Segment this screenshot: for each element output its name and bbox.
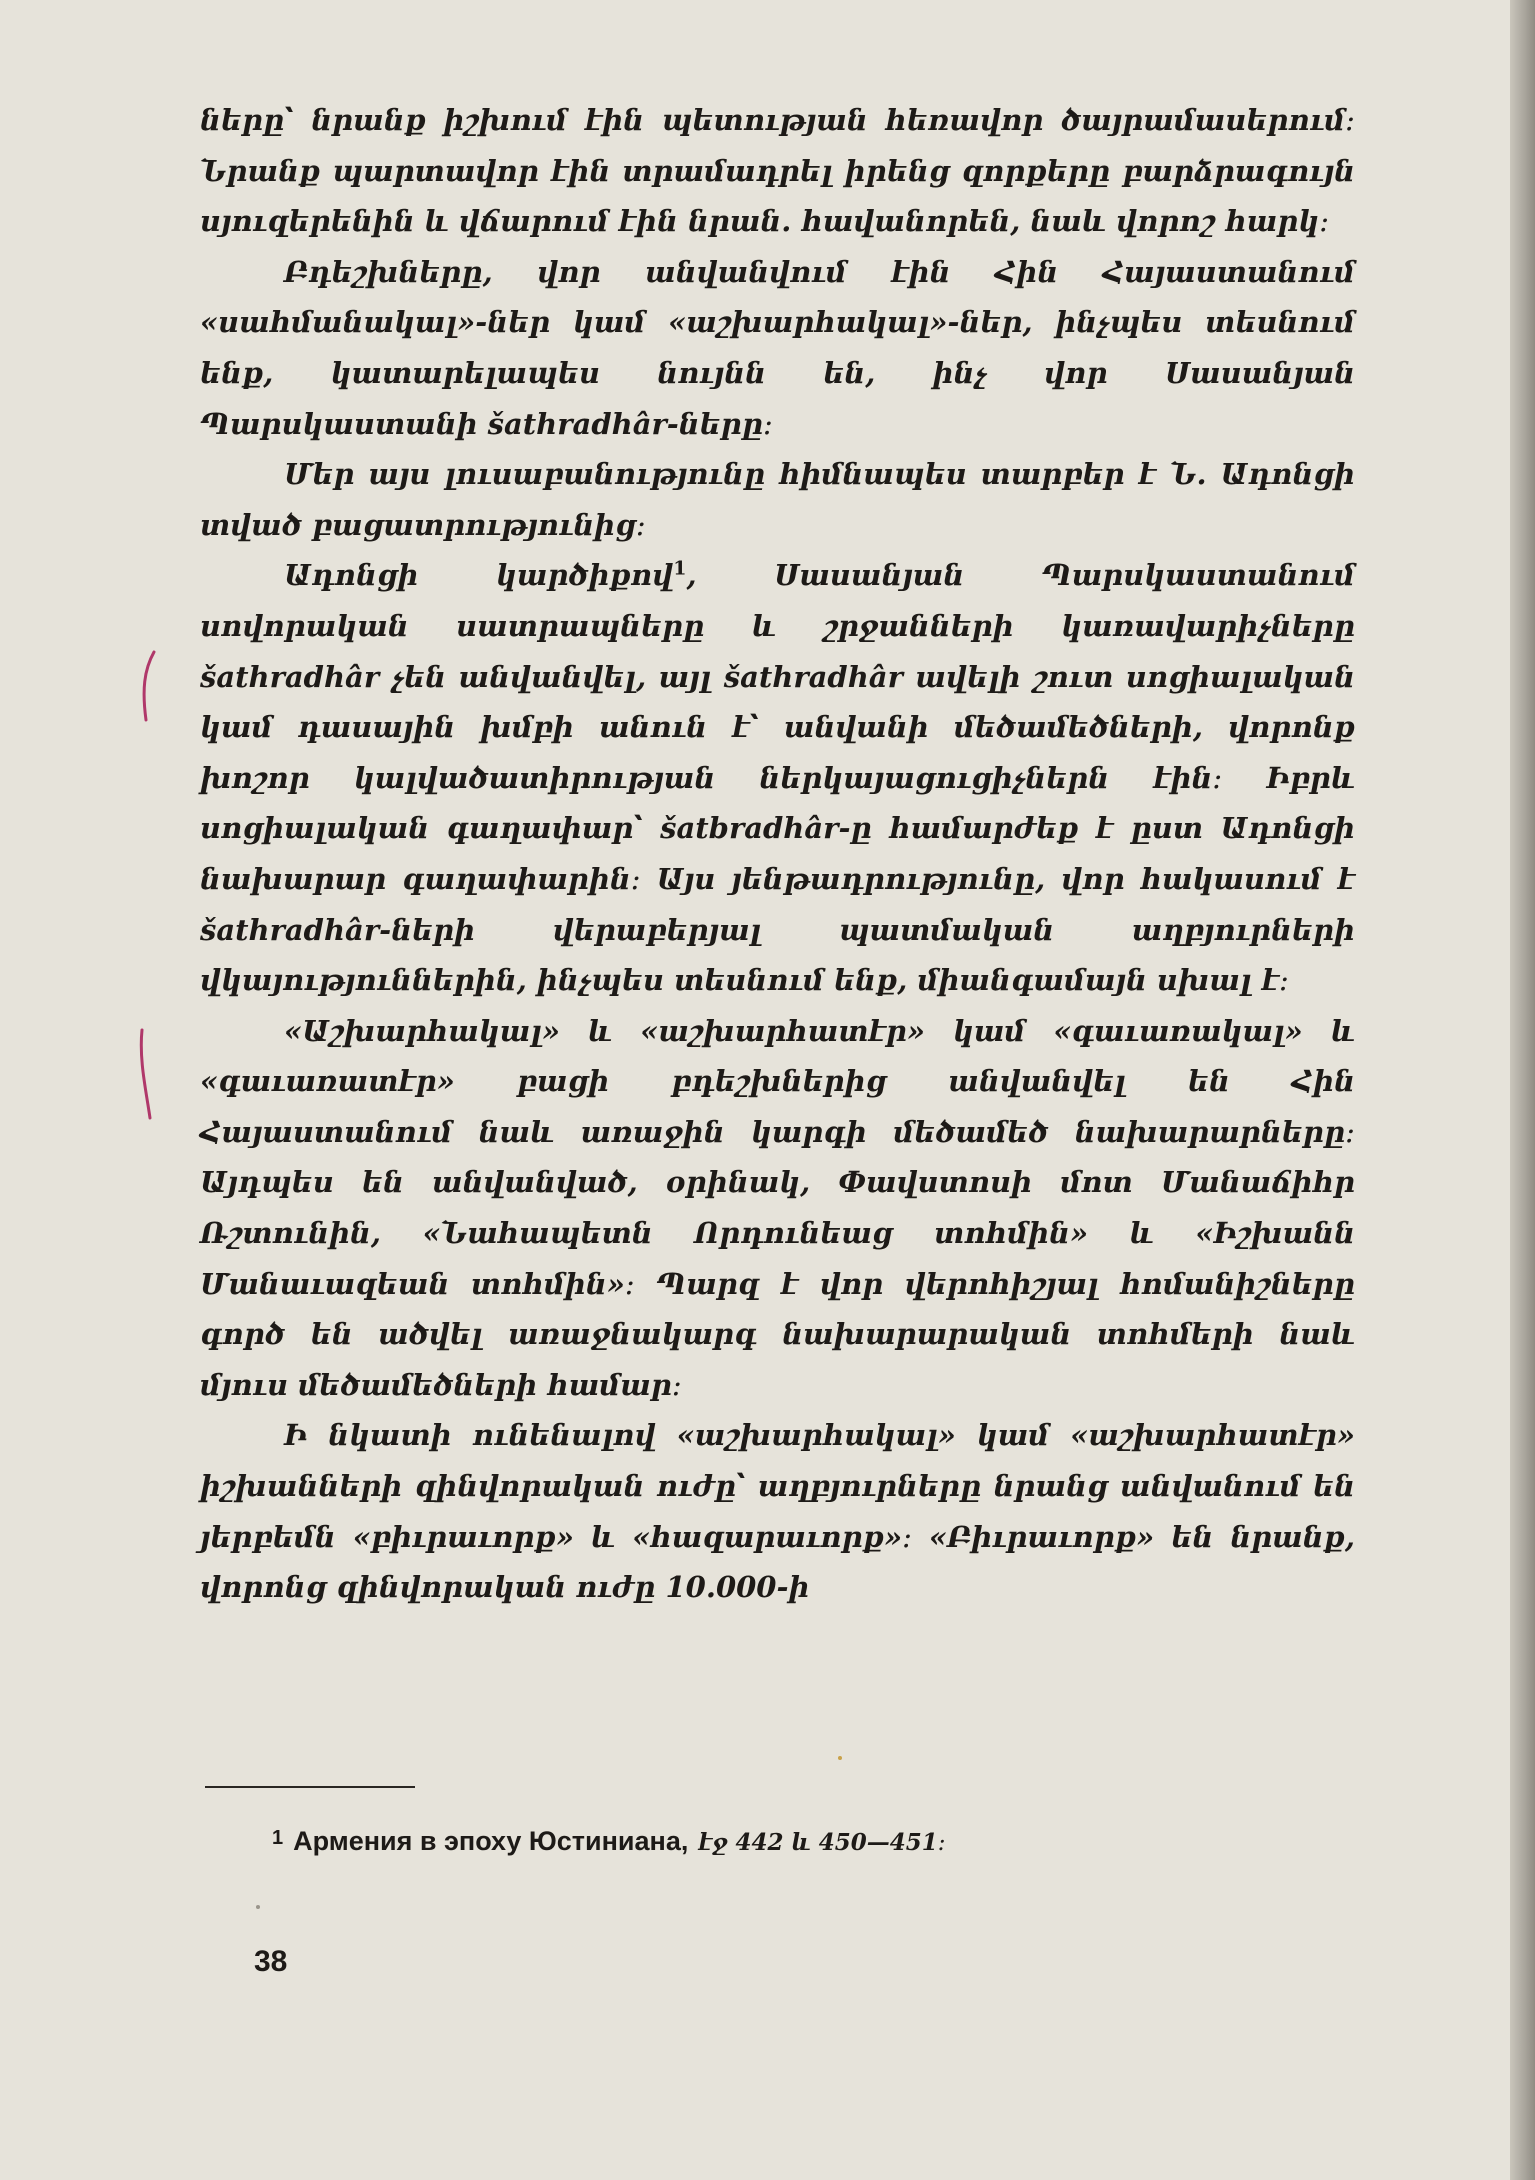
footnote-source: Армения в эпоху Юстиниана, <box>293 1826 689 1856</box>
main-text <box>200 95 1355 1613</box>
paragraph-3: Մեր այս լուսաբանությունը հիմնապես տարբեր է Ն․ Ադոնցի տված բացատրությունից։ <box>200 457 1355 542</box>
paragraph-2: Բդեշխները, վոր անվանվում էին Հին Հայաստանում «սահմանակալ»-ներ կամ «աշխարհակալ»-ներ, ինչպես տեսնում ենք, կատարելապես նույնն են, ինչ վոր Սասանյան Պարսկաստանի šathradhâr-ները։ <box>200 254 1355 441</box>
footnote-reference: 1 <box>673 557 687 580</box>
footnote-rule <box>205 1786 415 1788</box>
paper-speck <box>838 1756 842 1760</box>
paragraph-1: ները՝ նրանք իշխում էին պետության հեռավոր ծայրամասերում։ Նրանք պարտավոր էին տրամադրել իրենց զորքերը բարձրագույն սյուզերենին և վճարում էին նրան․ հավանորեն, նաև վորոշ հարկ։ <box>200 103 1355 239</box>
paragraph-4-rest: , Սասանյան Պարսկաստանում սովորական սատրապները և շրջանների կառավարիչները šathradhâr չեն անվանվել, այլ šathradhâr ավելի շուտ սոցիալական կամ դասային խմբի անուն է՝ անվանի մեծամեծների, վորոնք խոշոր կալվածատիրության ներկայացուցիչներն էին։ Իբրև սոցիալական գաղափար՝ šatbradhâr-ը համարժեք է ըստ Ադոնցի նախարար գաղափարին։ Այս յենթադրությունը, վոր հակասում է šathradhâr-ների վերաբերյալ պատմական աղբյուրների վկայություններին, ինչպես տեսնում ենք, միանգամայն սխալ է։ <box>200 558 1355 998</box>
paragraph-6: Ի նկատի ունենալով «աշխարհակալ» կամ «աշխարհատէր» իշխանների զինվորական ուժը՝ աղբյուրները նրանց անվանում են յերբեմն «բիւրաւորք» և «հազարաւորք»։ «Բիւրաւորք» են նրանք, վորոնց զինվորական ուժը 10.000-ի <box>200 1418 1355 1605</box>
paper-speck <box>256 1905 260 1909</box>
pencil-margin-mark <box>136 650 160 1120</box>
paragraph-4 <box>200 550 1355 1005</box>
footnote <box>272 1826 1272 1857</box>
page-number: 38 <box>254 1945 288 1978</box>
book-spine-edge <box>1510 0 1535 2180</box>
footnote-pages: էջ 442 և 450—451։ <box>698 1829 946 1856</box>
footnote-mark: 1 <box>272 1827 284 1849</box>
paragraph-5: «Աշխարհակալ» և «աշխարհատէր» կամ «գաւառակալ» և «գաւառատէր» բացի բդեշխներից անվանվել են Հին Հայաստանում նաև առաջին կարգի մեծամեծ նախարարները։ Այդպես են անվանված, օրինակ, Փավստոսի մոտ Մանաճիհր Ռշտունին, «Նահապետն Որդունեաց տոհմին» և «Իշխանն Մանաւազեան տոհմին»։ Պարզ է վոր վերոհիշյալ հոմանիշները գործ են ածվել առաջնակարգ նախարարական տոհմերի նաև մյուս մեծամեծների համար։ <box>200 1013 1355 1402</box>
paragraph-4-lead: Ադոնցի կարծիքով <box>284 558 674 593</box>
